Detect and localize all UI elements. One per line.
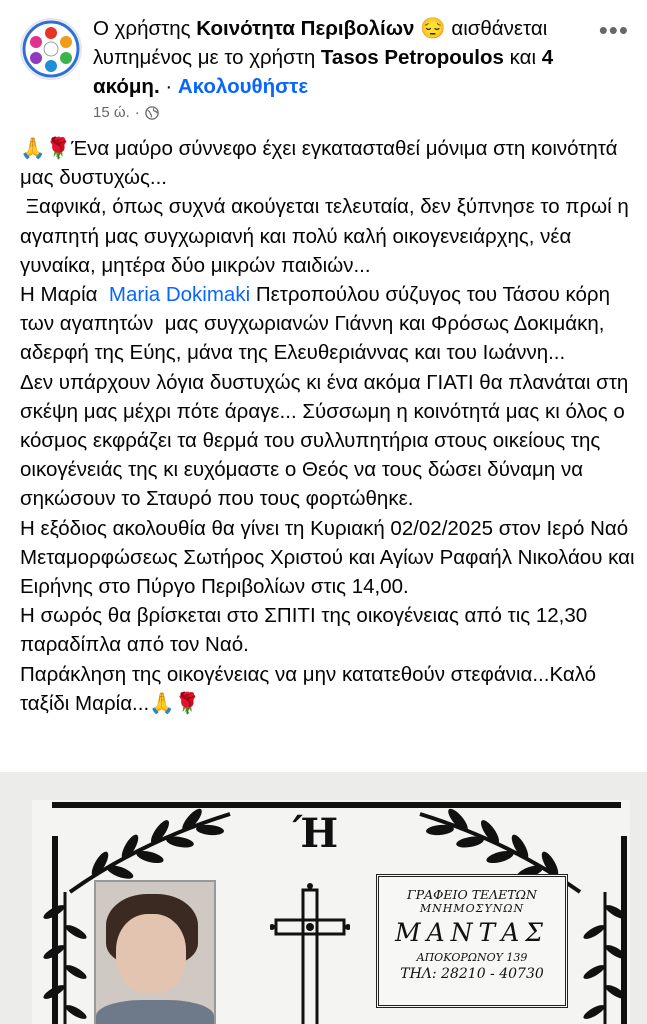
card-line-1: ΓΡΑΦΕΙΟ ΤΕΛΕΤΩΝ — [407, 887, 537, 902]
post-paragraph-5: Η εξόδιος ακολουθία θα γίνει τη Κυριακή 02/02/2025 στον Ιερό Ναό Μεταμορφώσεως Σωτήρος Χριστού και Αγίων Ραφαήλ Νικολάου και Ειρήνης στο Πύργο Περιβολίων στις 14,00. — [20, 516, 641, 599]
post-header — [0, 0, 647, 130]
others-link[interactable]: 4 ακόμη. — [93, 46, 554, 98]
card-line-4: ΑΠΟΚΟΡΩΝΟΥ 139 — [416, 951, 528, 964]
olive-branch-side-right-icon — [580, 892, 630, 1024]
more-options-icon[interactable]: ••• — [598, 15, 629, 45]
post-timestamp[interactable]: 15 ώ. — [93, 104, 130, 121]
post-paragraph-1 — [20, 134, 635, 192]
pray-rose-icon: 🙏🌹 — [20, 137, 72, 160]
post-header-text — [93, 14, 593, 101]
post-paragraph-7 — [20, 660, 635, 718]
post-paragraph-2: Ξαφνικά, όπως συχνά ακούγεται τελευταία, δεν ξύπνησε το πρωί η αγαπητή μας συγχωριανή και πολύ καλή οικογενειάρχης, νέα γυναίκα, μητέρα δύο μικρών παιδιών... — [20, 195, 635, 277]
follow-button[interactable]: Ακολουθήστε — [177, 75, 309, 98]
portrait-shirt — [96, 1000, 214, 1024]
card-line-3: ΜΑΝΤΑΣ — [395, 918, 549, 947]
para3-end: Πετροπούλου σύζυγος του Τάσου κόρη των αγαπητών μας συγχωριανών Γιάννη και Φρόσως Δοκιμάκη, αδερφή της Εύης, μάνα της Ελευθεριάννας και του Ιωάννη... — [20, 283, 616, 365]
page-name-link[interactable]: Κοινότητα Περιβολίων — [196, 17, 415, 40]
pray-rose-icon-end: 🙏🌹 — [149, 691, 201, 715]
para7-text: Παράκληση της οικογένειας να μην κατατεθούν στεφάνια...Καλό ταξίδι Μαρία... — [20, 662, 602, 715]
header-dot: · — [159, 75, 178, 98]
post-meta — [93, 104, 159, 121]
post-paragraph-3 — [20, 280, 635, 368]
card-line-2: ΜΝΗΜΟΣΥΝΩΝ — [419, 902, 525, 915]
globe-icon — [145, 106, 159, 120]
community-logo-icon — [22, 20, 80, 78]
feeling-text: αισθάνεται λυπημένος με το χρήστη — [93, 17, 548, 69]
portrait-face — [116, 914, 186, 994]
post-paragraph-4: Δεν υπάρχουν λόγια δυστυχώς κι ένα ακόμα ΓΙΑΤΙ θα πλανάται στη σκέψη μας μέχρι πότε άραγε... Σύσσωμη η κοινότητά μας κι όλος ο κόσμος εκφράζει τα θερμά του συλλυπητήρια στους οικείους της οικογένειάς της κι ευχόμαστε ο Θεός να τους δώσει δύναμη να σηκώσουν το Σταυρό που τους φορτώθηκε. — [20, 370, 635, 511]
header-prefix: Ο χρήστης — [93, 17, 197, 40]
header-connector: και — [503, 46, 542, 69]
card-line-5: ΤΗΛ: 28210 - 40730 — [400, 966, 544, 982]
post-text-line1: Ένα μαύρο σύννεφο έχει εγκατασταθεί μόνιμα στη κοινότητά μας δυστυχώς... — [20, 137, 624, 190]
deceased-portrait — [94, 880, 216, 1024]
mention-link[interactable]: Maria Dokimaki — [108, 283, 251, 307]
funeral-home-card — [376, 874, 568, 1008]
tagged-user-link[interactable]: Tasos Petropoulos — [320, 46, 504, 69]
sad-face-icon: 😔 — [420, 17, 446, 40]
para3-start: Η Μαρία — [20, 283, 109, 307]
post-body — [20, 134, 641, 718]
monogram-logo: Ή — [293, 810, 332, 857]
post-paragraph-6: Η σωρός θα βρίσκεται στο ΣΠΙΤΙ της οικογένειας από τις 12,30 παραδίπλα από τον Ναό. — [20, 604, 593, 657]
meta-dot: · — [134, 104, 140, 121]
olive-branch-side-left-icon — [40, 892, 90, 1024]
page-avatar[interactable] — [20, 18, 82, 80]
post-photo[interactable] — [0, 772, 647, 1024]
cross-icon — [270, 882, 350, 1024]
